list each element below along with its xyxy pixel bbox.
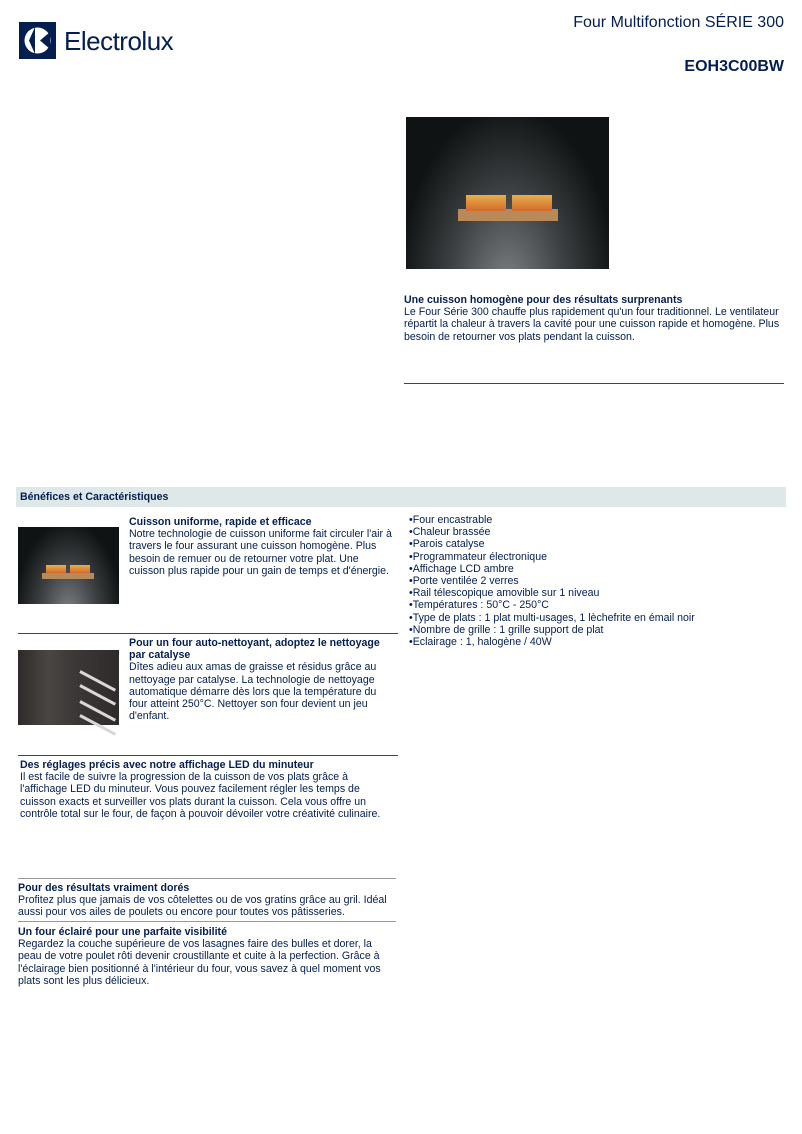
benefit-item [129, 516, 397, 577]
benefit-heading: Des réglages précis avec notre affichage LED du minuteur [20, 759, 314, 771]
benefit-image-catalysis [18, 650, 119, 725]
feature-item: • Rail télescopique amovible sur 1 niveau [409, 587, 789, 599]
benefit-heading: Pour des résultats vraiment dorés [18, 882, 190, 894]
divider [18, 921, 396, 922]
model-number: EOH3C00BW [684, 58, 784, 75]
product-title: Four Multifonction SÉRIE 300 [573, 14, 784, 31]
benefit-text: Il est facile de suivre la progression de la cuisson de vos plats grâce à l'affichage LED du minuteur. Vous pouvez facilement régler les temps de cuisson exacts et surveiller vos plats durant la cuisson. Cela vous offre un contrôle total sur le four, de façon à pouvoir dévoiler votre créativité culinaire. [20, 771, 381, 820]
brand-name: Electrolux [64, 26, 174, 56]
feature-item: • Eclairage : 1, halogène / 40W [409, 636, 789, 648]
features-list [409, 514, 789, 648]
divider [18, 878, 396, 879]
feature-item: • Nombre de grille : 1 grille support de plat [409, 624, 789, 636]
benefit-heading: Cuisson uniforme, rapide et efficace [129, 516, 312, 528]
divider [18, 755, 398, 756]
divider [404, 383, 784, 384]
benefit-heading: Un four éclairé pour une parfaite visibilité [18, 926, 227, 938]
feature-item: • Chaleur brassée [409, 526, 789, 538]
benefit-heading: Pour un four auto-nettoyant, adoptez le nettoyage par catalyse [129, 637, 380, 662]
feature-item: • Parois catalyse [409, 538, 789, 550]
hero-image [406, 117, 609, 269]
benefit-item [20, 759, 398, 820]
benefit-item [129, 637, 397, 722]
benefit-text: Profitez plus que jamais de vos côtelettes ou de vos gratins grâce au gril. Idéal aussi pour vos ailes de poulets ou encore pour toutes vos pâtisseries. [18, 894, 387, 919]
hero-text [404, 294, 784, 343]
feature-item: • Four encastrable [409, 514, 789, 526]
feature-item: • Type de plats : 1 plat multi-usages, 1 lèchefrite en émail noir [409, 612, 789, 624]
benefit-image-cooking [18, 527, 119, 604]
benefit-text: Regardez la couche supérieure de vos lasagnes faire des bulles et dorer, la peau de votre poulet rôti devenir croustillante et cuite à la perfection. Grâce à l'éclairage bien positionné à l'intérieur du four, vous savez à quel moment vos plats sont les plus délicieux. [18, 938, 381, 987]
hero-description: Le Four Série 300 chauffe plus rapidement qu'un four traditionnel. Le ventilateur répartit la chaleur à travers la cavité pour une cuisson rapide et homogène. Plus besoin de retourner vos plats pendant la cuisson. [404, 306, 780, 343]
feature-item: • Programmateur électronique [409, 551, 789, 563]
benefit-item [18, 926, 398, 987]
section-header [16, 487, 786, 507]
benefit-item [18, 882, 398, 919]
hero-heading: Une cuisson homogène pour des résultats surprenants [404, 294, 683, 306]
electrolux-logo-icon [19, 22, 56, 59]
section-title: Bénéfices et Caractéristiques [20, 491, 169, 503]
benefit-text: Dîtes adieu aux amas de graisse et résidus grâce au nettoyage par catalyse. La technologie de nettoyage automatique démarre dès lors que la température du four atteint 250°C. Nettoyer son four devient un jeu d'enfant. [129, 661, 377, 723]
benefit-text: Notre technologie de cuisson uniforme fait circuler l'air à travers le four assurant une cuisson homogène. Plus besoin de remuer ou de retourner votre plat. Une cuisson plus rapide pour un gain de temps et d'énergie. [129, 528, 392, 577]
divider [18, 633, 398, 634]
feature-item: • Porte ventilée 2 verres [409, 575, 789, 587]
feature-item: • Affichage LCD ambre [409, 563, 789, 575]
feature-item: • Températures : 50°C - 250°C [409, 599, 789, 611]
